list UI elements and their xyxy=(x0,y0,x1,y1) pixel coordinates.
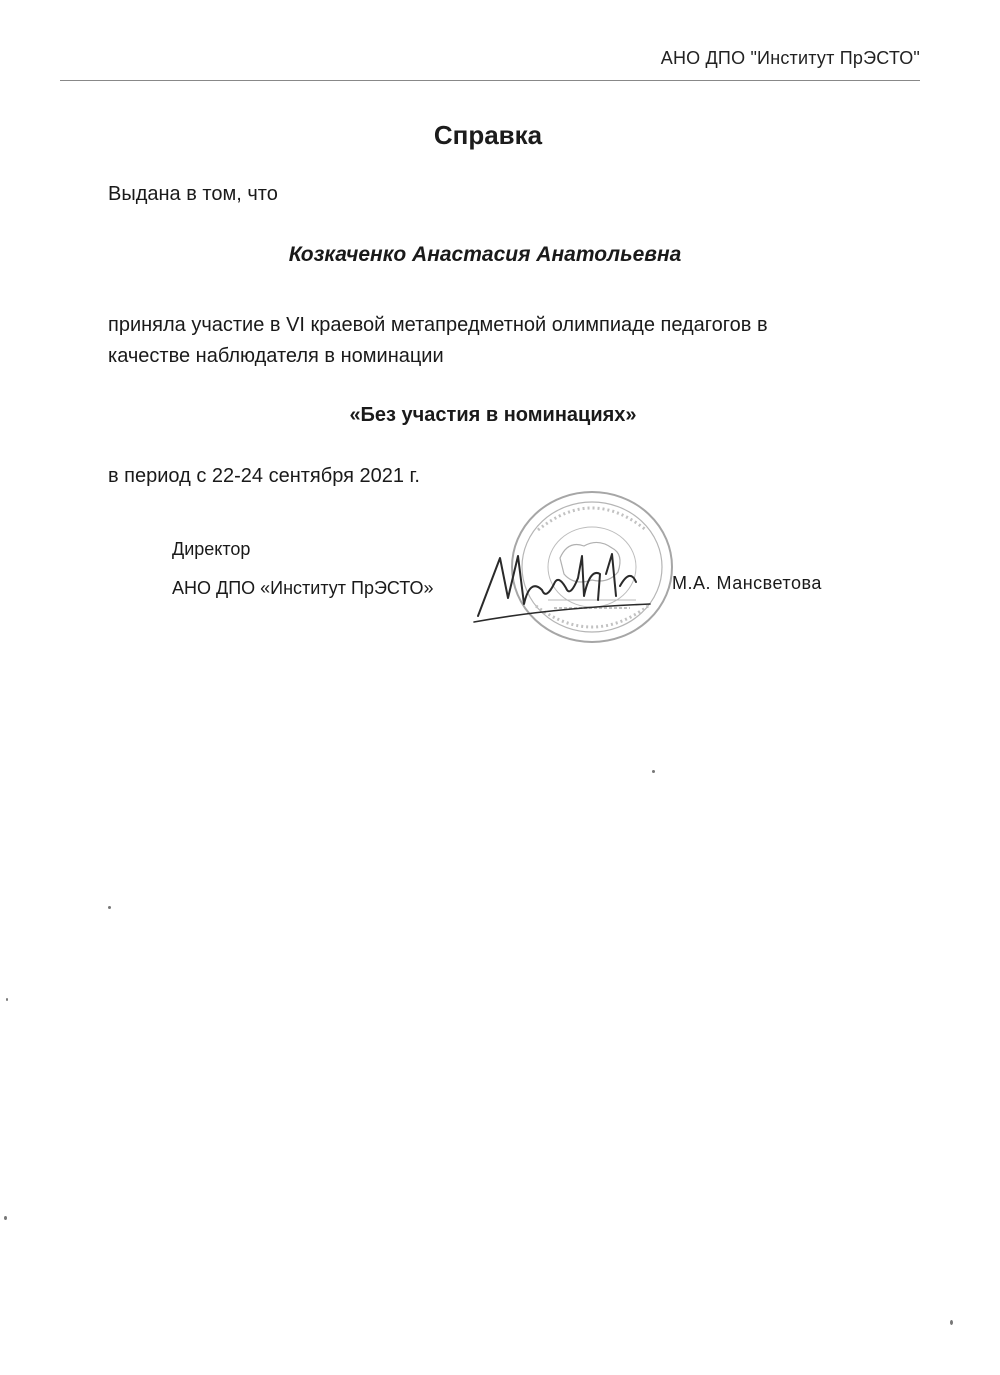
body-line-1: приняла участие в VI краевой метапредметной олимпиаде педагогов в xyxy=(108,314,768,336)
handwritten-signature xyxy=(470,538,660,626)
period-text: в период с 22-24 сентября 2021 г. xyxy=(108,465,420,487)
scan-speck xyxy=(6,998,8,1001)
body-line-2: качестве наблюдателя в номинации xyxy=(108,345,444,367)
scan-speck xyxy=(652,770,655,773)
document-title: Справка xyxy=(433,120,543,150)
header-divider xyxy=(60,80,920,81)
signer-organization: АНО ДПО «Институт ПрЭСТО» xyxy=(172,578,434,598)
nomination-title: «Без участия в номинациях» xyxy=(349,404,637,426)
scan-speck xyxy=(950,1320,953,1325)
person-name: Козкаченко Анастасия Анатольевна xyxy=(288,243,682,266)
scan-speck xyxy=(4,1216,7,1220)
header-organization: АНО ДПО "Институт ПрЭСТО" xyxy=(660,48,920,68)
signer-role: Директор xyxy=(172,539,251,559)
intro-text: Выдана в том, что xyxy=(108,183,278,205)
scan-speck xyxy=(108,906,111,909)
signer-name: М.А. Мансветова xyxy=(672,573,822,593)
body-paragraph xyxy=(108,310,908,372)
